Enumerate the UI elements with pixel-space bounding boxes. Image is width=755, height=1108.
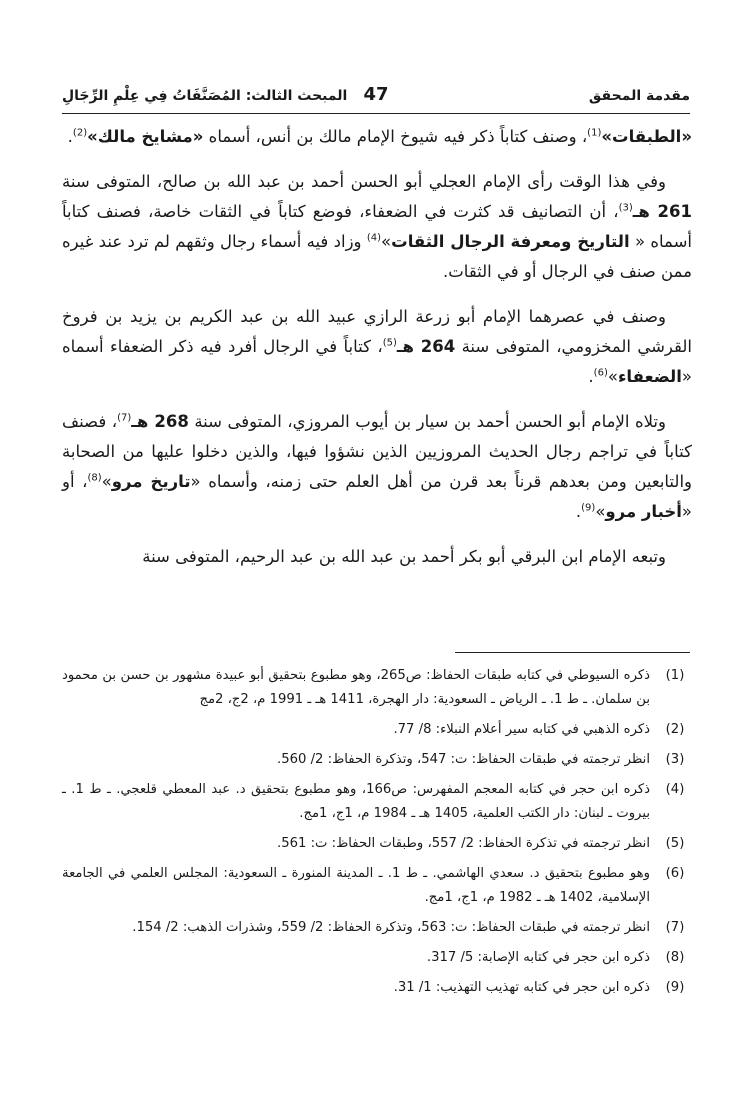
footnote-separator xyxy=(455,652,690,653)
footnote-text: انظر ترجمته في طبقات الحفاظ: ت: 547، وتذكرة الحفاظ: 2/ 560. xyxy=(277,752,650,767)
header-section-title: مقدمة المحقق xyxy=(588,88,690,104)
paragraph-2 xyxy=(62,167,692,287)
paragraph-text: ، فصنف كتاباً في تراجم رجال الحديث المروزيين الذين نشؤوا فيها، والذين دخلوا عليها من الصحابة والتابعين ومن بعدهم قرناً بعد قرن من أهل العلم حتى زمنه، وأسماه « xyxy=(62,412,692,491)
footnote-ref: (9) xyxy=(581,502,596,514)
footnote-item xyxy=(62,778,690,826)
book-title: أخبار مرو xyxy=(605,502,682,521)
footnote-text: انظر ترجمته في تذكرة الحفاظ: 2/ 557، وطبقات الحفاظ: ت: 561. xyxy=(277,836,650,851)
footnote-number: (6) xyxy=(665,866,685,881)
paragraph-text: . xyxy=(67,127,73,146)
book-title: الضعفاء xyxy=(617,367,682,386)
header-rule xyxy=(62,113,690,114)
footnote-ref: (2) xyxy=(72,127,88,139)
footnote-item xyxy=(62,862,690,910)
footnote-number: (1) xyxy=(665,668,685,683)
footnote-number: (2) xyxy=(665,722,685,737)
paragraph-text: وتبعه الإمام ابن البرقي أبو بكر أحمد بن عبد الله بن عبد الرحيم، المتوفى سنة xyxy=(142,547,666,566)
footnote-number: (3) xyxy=(665,752,685,767)
footnote-text: ذكره ابن حجر في كتابه تهذيب التهذيب: 1/ 31. xyxy=(393,980,650,995)
footnote-item xyxy=(62,718,690,742)
paragraph-4 xyxy=(62,407,692,527)
footnote-text: ذكره ابن حجر في كتابه الإصابة: 5/ 317. xyxy=(426,950,650,965)
footnote-text: وهو مطبوع بتحقيق د. سعدي الهاشمي. ـ ط 1. ـ المدينة المنورة ـ السعودية: المجلس العلمي في الجامعة الإسلامية، 1402 هـ ـ 1982 م، 1ج، 1مج. xyxy=(62,866,650,905)
paragraph-1 xyxy=(62,122,692,152)
paragraph-text: . xyxy=(588,367,594,386)
book-title: تاريخ مرو xyxy=(111,472,191,491)
paragraph-text: . xyxy=(575,502,582,521)
paragraph-3 xyxy=(62,302,692,392)
footnote-ref: (6) xyxy=(593,367,608,379)
footnote-ref: (5) xyxy=(382,337,397,349)
footnote-ref: (7) xyxy=(117,412,132,424)
book-title: التاريخ ومعرفة الرجال الثقات xyxy=(391,232,630,251)
footnote-item xyxy=(62,832,690,856)
footnote-number: (7) xyxy=(665,920,685,935)
footnote-text: ذكره الذهبي في كتابه سير أعلام النبلاء: 8/ 77. xyxy=(393,722,650,737)
footnote-ref: (4) xyxy=(366,232,382,244)
footnote-number: (9) xyxy=(665,980,685,995)
footnote-ref: (1) xyxy=(587,127,602,139)
footnote-item xyxy=(62,664,690,712)
footnote-item xyxy=(62,976,690,1000)
footnote-item xyxy=(62,916,690,940)
paragraph-text: وتلاه الإمام أبو الحسن أحمد بن سيار بن أيوب المروزي، المتوفى سنة xyxy=(188,412,666,431)
paragraph-text: » xyxy=(101,472,112,491)
footnote-text: ذكره ابن حجر في كتابه المعجم المفهرس: ص166، وهو مطبوع بتحقيق د. عبد المعطي قلعجي. ـ ط 1. ـ بيروت ـ لبنان: دار الكتب العلمية، 1405 هـ ـ 1984 م، 1ج، 1مج. xyxy=(62,782,650,821)
paragraph-5 xyxy=(62,542,692,572)
footnote-text: انظر ترجمته في طبقات الحفاظ: ت: 563، وتذكرة الحفاظ: 2/ 559، وشذرات الذهب: 2/ 154. xyxy=(132,920,650,935)
book-title: «الطبقات» xyxy=(601,127,692,146)
footnote-number: (8) xyxy=(665,950,685,965)
header-chapter-title: المبحث الثالث: المُصَنَّفَاتُ فِي عِلْمِ الرِّجَالِ xyxy=(62,88,348,104)
footnote-ref: (8) xyxy=(87,472,102,484)
footnote-text: ذكره السيوطي في كتابه طبقات الحفاظ: ص265، وهو مطبوع بتحقيق أبو عبيدة مشهور بن حسن بن محمود بن سلمان. ـ ط 1. ـ الرياض ـ السعودية: دار الهجرة، 1411 هـ ـ 1991 م، 2ج، 2مج xyxy=(62,668,650,707)
paragraph-text: » xyxy=(595,502,606,521)
paragraph-text: ، وصنف كتاباً ذكر فيه شيوخ الإمام مالك بن أنس، أسماه xyxy=(203,127,588,146)
paragraph-text: » xyxy=(381,232,392,251)
footnote-item xyxy=(62,748,690,772)
paragraph-text: وصنف في عصرهما الإمام أبو زرعة الرازي عبيد الله بن عبد الكريم بن يزيد بن فروخ القرشي المخزومي، المتوفى سنة xyxy=(62,307,692,356)
paragraph-text: ، كتاباً في الرجال أفرد فيه ذكر الضعفاء أسماه « xyxy=(62,337,692,386)
paragraph-text: ، أن التصانيف قد كثرت في الضعفاء، فوضع كتاباً في الثقات خاصة، فصنف كتاباً أسماه « xyxy=(62,202,692,251)
page-number: 47 xyxy=(363,84,389,105)
death-year: 268 هـ xyxy=(131,412,189,431)
footnote-ref: (3) xyxy=(618,202,633,214)
book-title: «مشايخ مالك» xyxy=(87,127,204,146)
paragraph-text: ، أو « xyxy=(62,472,692,521)
running-header xyxy=(62,84,690,110)
footnotes xyxy=(62,664,690,1006)
paragraph-text: وفي هذا الوقت رأى الإمام العجلي أبو الحسن أحمد بن عبد الله بن صالح، المتوفى سنة xyxy=(62,172,666,191)
footnote-number: (5) xyxy=(665,836,685,851)
footnote-item xyxy=(62,946,690,970)
death-year: 261 هـ xyxy=(632,202,692,221)
footnote-number: (4) xyxy=(665,782,685,797)
paragraph-text: » xyxy=(607,367,618,386)
death-year: 264 هـ xyxy=(396,337,456,356)
main-text xyxy=(62,122,692,587)
paragraph-text: وزاد فيه أسماء رجال وثقهم لم ترد عند غيره ممن صنف في الرجال أو في الثقات. xyxy=(62,232,692,281)
